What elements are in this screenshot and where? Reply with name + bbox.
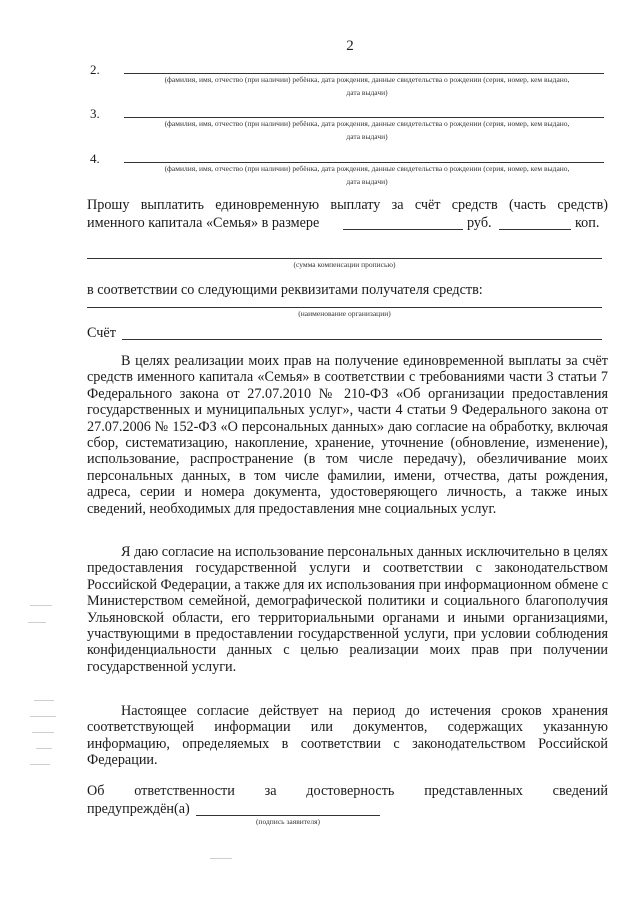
- consent-paragraph-1: [87, 353, 608, 517]
- child-4-caption: (фамилия, имя, отчество (при наличии) ребёнка, дата рождения, данные свидетельства о рождении (серия, номер, кем выдано,: [164, 164, 570, 173]
- scan-mark: [34, 700, 54, 701]
- request-line-2-text: именного капитала «Семья» в размере: [87, 215, 320, 231]
- consent-paragraph-3: [87, 703, 608, 769]
- scan-mark: [28, 622, 46, 623]
- organization-caption: (наименование организации): [298, 309, 391, 318]
- child-4-fill-line: [124, 162, 604, 163]
- child-4-caption-2: дата выдачи): [346, 177, 388, 186]
- warned-label: предупреждён(а): [87, 801, 190, 817]
- child-2-fill-line: [124, 73, 604, 74]
- scan-mark: [30, 764, 50, 765]
- scan-mark: [30, 716, 56, 717]
- consent-paragraph-2: [87, 544, 608, 675]
- responsibility-line: [87, 783, 608, 799]
- child-2-caption: (фамилия, имя, отчество (при наличии) ребёнка, дата рождения, данные свидетельства о рождении (серия, номер, кем выдано,: [164, 75, 570, 84]
- signature-caption: (подпись заявителя): [255, 817, 321, 826]
- scan-mark: [36, 748, 52, 749]
- consent-paragraph-3-text: Настоящее согласие действует на период до истечения сроков хранения соответствующей информации или документов, содержащих указанную информацию, определяемых в соответствии с законодательством Российской Федерации.: [87, 703, 608, 769]
- child-2-caption-2: дата выдачи): [346, 88, 388, 97]
- page-number: 2: [346, 38, 354, 54]
- responsibility-word-6: сведений: [552, 783, 608, 799]
- responsibility-word-3: за: [264, 783, 277, 799]
- child-number-4: 4.: [90, 151, 100, 166]
- child-3-caption-2: дата выдачи): [346, 132, 388, 141]
- child-number-2: 2.: [90, 62, 100, 77]
- rub-label: руб.: [467, 215, 492, 231]
- request-line-2: [87, 215, 608, 231]
- consent-paragraph-2-text: Я даю согласие на использование персональных данных исключительно в целях предоставления государственной услуги и соответствии с законодательством Российской Федерации, а также для их использования при информационном обмене с Министерством семейной, демографической политики и социального благополучия Ульяновской области, его территориальными органами и иными организациями, участвующими в предоставлении государственной услуги, при условии соблюдения конфиденциальности данных с целью реализации моих прав при получении государственной услуги.: [87, 544, 609, 675]
- amount-rub-line: [343, 229, 463, 230]
- kop-label: коп.: [575, 215, 600, 231]
- child-3-fill-line: [124, 117, 604, 118]
- amount-kop-line: [499, 229, 571, 230]
- organization-line: [87, 307, 602, 308]
- responsibility-word-5: представленных: [424, 783, 523, 799]
- request-line-1: Прошу выплатить единовременную выплату за счёт средств (часть средств): [87, 197, 608, 213]
- consent-paragraph-1-text: В целях реализации моих прав на получение единовременной выплаты за счёт средств именного капитала «Семья» в соответствии с требованиями части 3 статьи 7 Федерального закона от 27.07.2010 № 210-ФЗ «Об организации предоставления государственных и муниципальных услуг», части 4 статьи 9 Федерального закона от 27.07.2006 № 152-ФЗ «О персональных данных» даю согласие на обработку, включая сбор, систематизацию, накопление, хранение, уточнение (обновление, изменение), использование, распространение (в том числе передачу), обезличивание моих персональных данных, в том числе фамилии, имени, отчества, даты рождения, адреса, серии и номера документа, удостоверяющего личность, а также иных сведений, необходимых для предоставления мне социальных услуг.: [87, 353, 608, 517]
- child-number-3: 3.: [90, 106, 100, 121]
- scan-mark: [30, 605, 52, 606]
- amount-words-line: [87, 258, 602, 259]
- responsibility-word-2: ответственности: [134, 783, 235, 799]
- amount-words-caption: (сумма компенсации прописью): [293, 260, 396, 269]
- responsibility-word-1: Об: [87, 783, 105, 799]
- child-3-caption: (фамилия, имя, отчество (при наличии) ребёнка, дата рождения, данные свидетельства о рождении (серия, номер, кем выдано,: [164, 119, 570, 128]
- account-label: Счёт: [87, 325, 116, 341]
- requisites-intro: в соответствии со следующими реквизитами получателя средств:: [87, 282, 483, 298]
- responsibility-word-4: достоверность: [306, 783, 395, 799]
- signature-line: [196, 815, 380, 816]
- scan-mark: [210, 858, 232, 859]
- scan-mark: [32, 732, 54, 733]
- account-line: [122, 339, 602, 340]
